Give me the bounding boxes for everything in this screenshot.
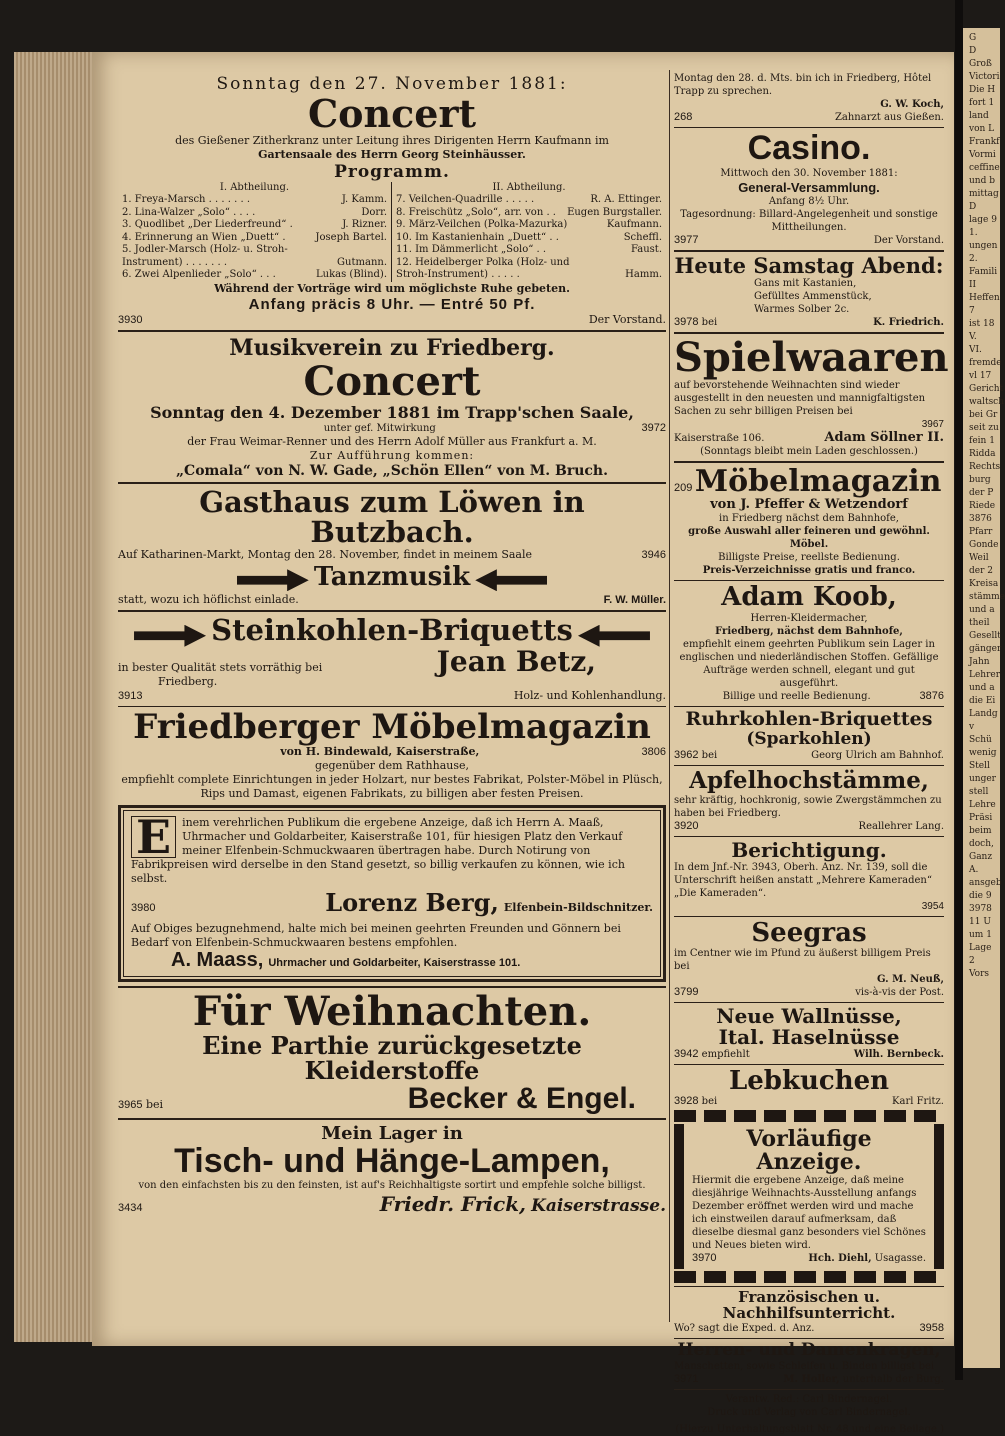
- diehl-text: Hiermit die ergebene Anzeige, daß meine diesjährige Weihnachts-Ausstellung anfangs Dezember eröffnet werden wird und mache ich einstweilen darauf aufmerksam, daß dieselbe diesmal ganz besonders viel Schönes und Neues bieten wird.: [692, 1175, 926, 1252]
- ad-number: 3928: [674, 1095, 699, 1108]
- nuesse-name: Wilh. Bernbeck.: [853, 1048, 944, 1060]
- kohlen-text2: Friedberg.: [158, 674, 218, 688]
- ad-moebelmagazin-pfeffer: [674, 463, 944, 578]
- ad-diehl-vorlaeufige: [674, 1110, 944, 1283]
- moebel2-prices: Billigste Preise, reellste Bedienung.: [718, 552, 900, 564]
- ad-berichtigung: [674, 837, 944, 913]
- program-item-title: 10. Im Kastanienhain „Duett“ . .: [396, 231, 559, 243]
- moebel2-loc: in Friedberg nächst dem Bahnhofe,: [719, 513, 899, 525]
- ad-number: 3967: [921, 418, 944, 430]
- ad-nuesse: [674, 1003, 944, 1061]
- ad-gasthaus-loewen: [118, 484, 666, 607]
- program-item: [396, 232, 662, 245]
- kragen-title: Herren- und Damenkragen,: [677, 1339, 941, 1360]
- program-item-title: 5. Jodler-Marsch (Holz- u. Stroh-: [122, 244, 288, 256]
- samstag-l2: Gefülltes Ammenstück,: [754, 290, 872, 302]
- loewen-dance: Tanzmusik: [313, 561, 471, 592]
- ad-number: 3930: [118, 313, 143, 326]
- spielwaaren-street: Kaiserstraße 106.: [674, 432, 765, 444]
- pointing-hand-icon: [475, 569, 547, 591]
- program-item: [122, 194, 387, 207]
- program-item-composer: J. Kamm.: [341, 194, 387, 206]
- ad-lebkuchen: [674, 1065, 944, 1108]
- decorative-border: [674, 1271, 944, 1283]
- program-item: [396, 194, 662, 207]
- program-item-title: 1. Freya-Marsch . . . . . . .: [122, 194, 251, 206]
- ad-concert-zitherkranz: [118, 74, 666, 327]
- program-item-title: 4. Erinnerung an Wien „Duett“ .: [122, 231, 286, 243]
- diehl-street: Usagasse.: [874, 1253, 926, 1265]
- concert2-performers: der Frau Weimar-Renner und des Herrn Adolf Müller aus Frankfurt a. M.: [187, 434, 597, 448]
- imprint-publisher: Druck und Verlag von Carl Bindernagel.: [707, 1406, 911, 1418]
- berichtigung-title: Berichtigung.: [731, 837, 887, 862]
- spielwaaren-title: Spielwaaren: [674, 333, 949, 381]
- program-item-composer: Lukas (Blind).: [316, 269, 387, 281]
- loewen-text: Auf Katharinen-Markt, Montag den 28. November, findet in meinem Saale: [118, 547, 533, 561]
- lebkuchen-name: Karl Fritz.: [892, 1096, 944, 1108]
- pointing-hand-icon: [134, 625, 206, 647]
- left-column: [118, 74, 666, 1216]
- program-item-composer: Joseph Bartel.: [315, 231, 387, 243]
- ad-number: 3434: [118, 1202, 143, 1215]
- nuesse-l1: Neue Wallnüsse,: [716, 1003, 902, 1028]
- samstag-l3: Warmes Solber 2c.: [754, 303, 850, 315]
- column-divider: [669, 70, 670, 1322]
- ad-musikverein: [118, 335, 666, 479]
- lampen-street: Kaiserstrasse.: [531, 1196, 666, 1217]
- newspaper-page: [92, 52, 954, 1435]
- program-part1: [118, 182, 392, 282]
- next-page-fragments: G D Groß Victori Die H fort 1 land von L Frankf Vormi ceffine und b mittag D lage 9 1. ungen 2. Famili II Heffen 7 ist 18 V. VI. fremde vl 17 Gericht waltsch bei Gr seit zu fein 1 Ridda Rechts burg der P Riede 3876 Pfarr Gonde Weil der 2 Kreisa stämme und a theil Gesellt gänger Jahn Lehrer und a die Ei Landg v Schü wenig Stell unger stell Lehre Präsi beim doch, Ganz A. ansgeb die 9 3978 11 U um 1 Lage 2 Vors: [969, 33, 1005, 979]
- spielwaaren-text: auf bevorstehende Weihnachten sind wieder ausgestellt in den neuesten und mannigfaltigsten Sachen zu sehr billigen Preisen bei: [674, 379, 926, 417]
- ad-samstag-abend: [674, 252, 944, 329]
- apfel-text: sehr kräftig, hochkronig, sowie Zwergstämmchen zu haben bei Friedberg.: [674, 794, 942, 819]
- concert1-line1: des Gießener Zitherkranz unter Leitung ihres Dirigenten Herrn Kaufmann im: [175, 133, 609, 147]
- program-table: [118, 182, 666, 282]
- imprint-editor: Verantw. Red.: Carl Bindernagel.: [725, 1393, 893, 1405]
- program-item-composer: Hamm.: [625, 269, 662, 281]
- seegras-loc: vis-à-vis der Post.: [855, 986, 944, 998]
- casino-date: Mittwoch den 30. November 1881:: [720, 167, 898, 179]
- concert2-date: Sonntag den 4. Dezember 1881 im Trapp'schen Saale,: [150, 402, 634, 422]
- kragen-loc: unterhalb der Burg.: [842, 1373, 944, 1385]
- berg-text2: Auf Obiges bezugnehmend, halte mich bei meinen geehrten Freunden und Gönnern bei Bedarf von Elfenbein-Schmuckwaaren bestens empfohlen.: [131, 921, 621, 949]
- program-part2-list: [396, 194, 662, 282]
- ad-number: 3958: [919, 1321, 944, 1334]
- concert1-quiet: Während der Vorträge wird um möglichste Ruhe gebeten.: [214, 281, 570, 295]
- berg-name: Lorenz Berg,: [325, 888, 499, 918]
- samstag-name: K. Friedrich.: [873, 316, 944, 328]
- program-part2: [392, 182, 666, 282]
- ad-lampen: [118, 1123, 666, 1217]
- program-item-title: 9. März-Veilchen (Polka-Mazurka): [396, 219, 568, 231]
- maass-trade: Uhrmacher und Goldarbeiter, Kaiserstrasse 101.: [268, 956, 521, 969]
- program-item: [122, 207, 387, 220]
- seegras-text: im Centner wie im Pfund zu äußerst billigem Preis bei: [674, 947, 931, 972]
- ad-unterricht: [674, 1290, 944, 1335]
- ad-number: 3806: [641, 746, 666, 759]
- ad-number: 3876: [919, 689, 944, 702]
- program-item: [396, 269, 662, 282]
- next-page-edge: [963, 28, 1005, 1368]
- samstag-bei: bei: [701, 316, 718, 328]
- lampen-name: Friedr. Frick,: [379, 1192, 527, 1217]
- weihnachten-sub: Eine Parthie zurückgesetzte Kleiderstoffe: [202, 1030, 582, 1085]
- ad-number: 3971: [674, 1372, 699, 1385]
- program-item-title: 11. Im Dämmerlicht „Solo“ . .: [396, 244, 547, 256]
- kohlen-trade: Holz- und Kohlenhandlung.: [513, 688, 666, 702]
- program-item-title: Instrument) . . . . . . .: [122, 256, 228, 268]
- concert1-start: Anfang präcis 8 Uhr. — Entré 50 Pf.: [248, 295, 536, 313]
- program-item-composer: Dorr.: [361, 206, 387, 218]
- lebkuchen-title: Lebkuchen: [728, 1065, 890, 1096]
- concert1-title: Concert: [307, 91, 477, 136]
- casino-sign: Der Vorstand.: [873, 234, 944, 246]
- ad-apfelhochstaemme: [674, 769, 944, 832]
- ad-number: 3954: [921, 900, 944, 912]
- moebel-by: von H. Bindewald, Kaiserstraße,: [280, 745, 480, 759]
- footer-note: (Hierzu Unterhaltungsblatt Nr. 48 und eine Beilage.): [675, 1423, 944, 1435]
- program-part1-title: I. Abtheilung.: [219, 181, 290, 193]
- moebel-title: Friedberger Möbelmagazin: [133, 706, 651, 747]
- ad-weihnachten: [118, 987, 666, 1116]
- weihnachten-title: Für Weihnachten.: [192, 987, 592, 1035]
- koob-text: empfiehlt einem geehrten Publikum sein Lager in englischen und niederländischen Stoffen. Gefällige Aufträge werden schnell, elegant und gut ausgeführt.: [679, 638, 939, 689]
- program-item-composer: Eugen Burgstaller.: [567, 206, 662, 218]
- koob-end: Billige und reelle Bedienung.: [722, 690, 871, 702]
- casino-event: General-Versammlung.: [738, 179, 880, 195]
- ad-number: 268: [674, 111, 693, 123]
- casino-start: Anfang 8½ Uhr.: [768, 195, 850, 207]
- unterricht-text: Wo? sagt die Exped. d. Anz.: [674, 1322, 815, 1334]
- ruhr-sub: (Sparkohlen): [746, 729, 872, 750]
- program-part2-title: II. Abtheilung.: [492, 181, 566, 193]
- ad-number: 3977: [674, 233, 699, 246]
- lampen-pre: Mein Lager in: [321, 1122, 463, 1144]
- book-spine: [955, 0, 963, 1380]
- dropcap: E: [131, 816, 176, 858]
- ad-spielwaaren: [674, 333, 949, 458]
- program-item-composer: R. A. Ettinger.: [590, 194, 662, 206]
- pointing-hand-icon: [578, 625, 650, 647]
- program-item: [396, 244, 662, 257]
- diehl-title: Vorläufige Anzeige.: [746, 1126, 872, 1176]
- program-item: [396, 207, 662, 220]
- moebel-loc: gegenüber dem Rathhause,: [314, 759, 470, 773]
- lampen-title: Tisch- und Hänge-Lampen,: [174, 1141, 610, 1180]
- program-item-composer: Scheffl.: [623, 231, 662, 243]
- ruhr-title: Ruhrkohlen-Briquettes: [685, 707, 933, 730]
- program-item-title: 2. Lina-Walzer „Solo“ . . . .: [122, 206, 256, 218]
- apfel-name: Reallehrer Lang.: [858, 820, 944, 832]
- ad-number: 3946: [641, 548, 666, 561]
- ruhr-name: Georg Ulrich am Bahnhof.: [811, 750, 944, 762]
- ad-number: 3965: [118, 1099, 143, 1112]
- apfel-title: Apfelhochstämme,: [689, 767, 929, 795]
- program-item-composer: J. Rizner.: [342, 219, 387, 231]
- moebel2-text: große Auswahl aller feineren und gewöhnl. Möbel.: [688, 526, 930, 551]
- moebel2-list: Preis-Verzeichnisse gratis und franco.: [702, 565, 916, 577]
- concert2-title: Concert: [303, 357, 481, 405]
- koob-title: Adam Koob,: [721, 582, 897, 613]
- kohlen-text1: in bester Qualität stets vorräthig bei: [118, 660, 323, 674]
- program-item: [122, 232, 387, 245]
- concert1-sign: Der Vorstand.: [588, 312, 666, 326]
- program-item: [396, 219, 662, 232]
- program-item: [122, 219, 387, 232]
- koch-text: Montag den 28. d. Mts. bin ich in Friedberg, Hôtel Trapp zu sprechen.: [674, 73, 932, 97]
- berg-text: inem verehrlichen Publikum die ergebene Anzeige, daß ich Herrn A. Maaß, Uhrmacher und Goldarbeiter, Kaiserstraße 101, für hiesigen Platz den Verkauf meiner Elfenbein-Schmuckwaaren übertragen habe. Durch Notirung von Fabrikpreisen wird derselbe in den Stand gesetzt, so billig verkaufen zu können, wie ich selbst.: [131, 816, 625, 886]
- program-item-title: 6. Zwei Alpenlieder „Solo“ . . .: [122, 269, 276, 281]
- program-item-title: 8. Freischütz „Solo“, arr. von . .: [396, 206, 556, 218]
- koob-loc: Friedberg, nächst dem Bahnhofe,: [715, 625, 903, 637]
- koch-trade: Zahnarzt aus Gießen.: [834, 112, 944, 123]
- loewen-name: F. W. Müller.: [603, 594, 666, 607]
- ad-number: 3913: [118, 689, 143, 702]
- kohlen-title: Steinkohlen-Briquetts: [211, 613, 573, 648]
- concert2-works: „Comala“ von N. W. Gade, „Schön Ellen“ von M. Bruch.: [176, 462, 608, 479]
- loewen-invite: statt, wozu ich höflichst einlade.: [118, 593, 299, 607]
- program-item-title: 7. Veilchen-Quadrille . . . . .: [396, 194, 535, 206]
- samstag-l1: Gans mit Kastanien,: [754, 277, 857, 289]
- program-item: [122, 244, 387, 257]
- ad-number: 209: [674, 481, 693, 494]
- program-part1-list: [122, 194, 387, 282]
- nuesse-l2: Ital. Haselnüsse: [718, 1024, 900, 1049]
- ad-number: 3970: [692, 1252, 717, 1265]
- musikverein-header: Musikverein zu Friedberg.: [229, 334, 555, 361]
- ad-seegras: [674, 917, 944, 999]
- ruhr-bei: bei: [701, 750, 718, 762]
- koch-name: G. W. Koch,: [880, 99, 944, 110]
- concert1-date: Sonntag den 27. November 1881:: [216, 74, 568, 94]
- program-item-composer: Gutmann.: [337, 256, 387, 268]
- nuesse-rec: empfiehlt: [701, 1048, 750, 1060]
- ad-number: 3962: [674, 749, 699, 762]
- casino-title: Casino.: [747, 129, 871, 167]
- program-item-title: 12. Heidelberger Polka (Holz- und: [396, 256, 570, 268]
- concert2-perf-label: Zur Aufführung kommen:: [309, 448, 475, 462]
- program-item-composer: Kaufmann.: [606, 219, 662, 231]
- program-item-title: 3. Quodlibet „Der Liederfreund“ .: [122, 219, 293, 231]
- seegras-name: G. M. Neuß,: [876, 973, 944, 985]
- spielwaaren-name: Adam Söllner II.: [824, 429, 944, 445]
- program-item-title: Stroh-Instrument) . . . . .: [396, 269, 520, 281]
- ad-casino: [674, 131, 944, 247]
- weihnachten-name: Becker & Engel.: [407, 1082, 636, 1116]
- kohlen-name: Jean Betz,: [436, 644, 596, 678]
- weihnachten-bei: bei: [145, 1098, 164, 1112]
- maass-name: A. Maass,: [171, 948, 264, 971]
- ad-zahnarzt-koch: [674, 72, 944, 124]
- ad-number: 3799: [674, 985, 699, 998]
- program-item: [122, 269, 387, 282]
- right-column: [674, 72, 949, 1436]
- unterricht-title: Französischen u. Nachhilfsunterricht.: [722, 1288, 896, 1323]
- berichtigung-text: In dem Jnf.-Nr. 3943, Oberh. Anz. Nr. 139, soll die Unterschrift heißen anstatt „Mehrere Kameraden“ „Die Kameraden“.: [674, 861, 932, 899]
- program-title: Programm.: [334, 161, 450, 182]
- koob-trade: Herren-Kleidermacher,: [750, 612, 868, 624]
- concert2-with: unter gef. Mitwirkung: [323, 422, 436, 434]
- program-item: [122, 257, 387, 270]
- diehl-name: Hch. Diehl,: [808, 1253, 872, 1265]
- ad-number: 3972: [641, 421, 666, 434]
- kragen-name: M. Holler,: [783, 1373, 840, 1385]
- samstag-title: Heute Samstag Abend:: [674, 252, 944, 278]
- ad-steinkohlen: [118, 615, 666, 703]
- pointing-hand-icon: [237, 569, 309, 591]
- program-item-composer: Faust.: [631, 244, 662, 256]
- lampen-text: von den einfachsten bis zu den feinsten, ist auf's Reichhaltigste sortirt und empfehle solche billigst.: [138, 1180, 646, 1192]
- loewen-title: Gasthaus zum Löwen in Butzbach.: [199, 484, 585, 550]
- ad-friedberger-moebel: [118, 706, 666, 802]
- ad-number: 3920: [674, 819, 699, 832]
- casino-agenda: Tagesordnung: Billard-Angelegenheit und sonstige Mittheilungen.: [680, 208, 938, 233]
- kragen-text: Manschetten, sowie Schleifen u. Binden billigst bei: [674, 1360, 935, 1372]
- ad-adam-koob: [674, 584, 944, 702]
- decorative-border: [674, 1110, 944, 1122]
- ad-number: 3980: [131, 902, 156, 915]
- ad-lorenz-berg: [118, 805, 666, 981]
- ad-number: 3942: [674, 1047, 699, 1060]
- ad-ruhrkohlen: [674, 707, 944, 763]
- moebel2-title: Möbelmagazin: [694, 463, 942, 499]
- spielwaaren-note: (Sonntags bleibt mein Laden geschlossen.): [700, 445, 918, 457]
- ad-number: 3978: [674, 315, 699, 328]
- lebkuchen-bei: bei: [701, 1096, 718, 1108]
- moebel2-by: von J. Pfeffer & Wetzendorf: [710, 497, 908, 513]
- berg-trade: Elfenbein-Bildschnitzer.: [503, 901, 653, 915]
- program-item: [396, 257, 662, 270]
- concert1-line2: Gartensaale des Herrn Georg Steinhäusser.: [258, 147, 526, 161]
- ad-kragen: [674, 1339, 944, 1386]
- seegras-title: Seegras: [751, 917, 867, 948]
- moebel-text: empfiehlt complete Einrichtungen in jeder Holzart, nur bestes Fabrikat, Polster-Möbel in Plüsch, Rips und Damast, eigenen Fabrikats, zu billigen aber festen Preisen.: [121, 773, 663, 801]
